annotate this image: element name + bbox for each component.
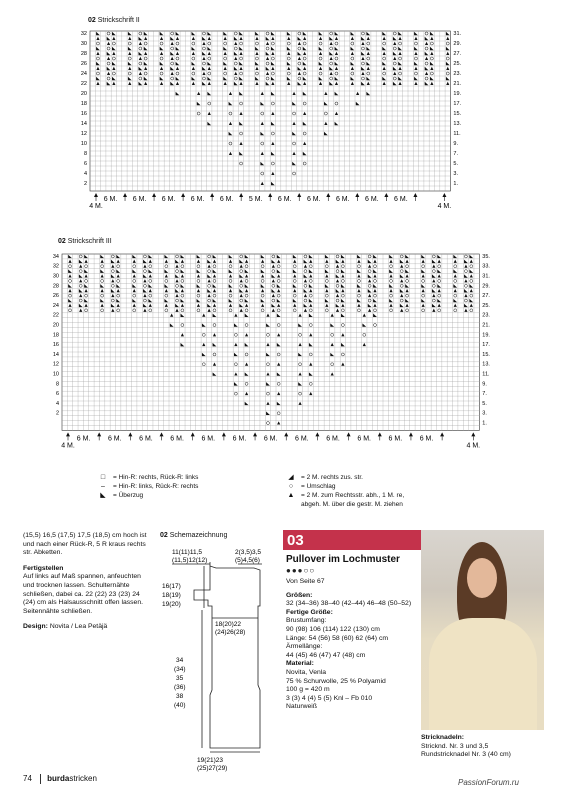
row-label-right: 19. (482, 332, 490, 339)
row-label-left: 26 (80, 61, 87, 67)
photo-sweater (429, 618, 537, 730)
legend-text: = Überzug (113, 492, 144, 499)
material-line: Novita, Venla (286, 668, 327, 676)
legend-text: = Umschlag (301, 483, 336, 490)
repeat-label: 6 M. (139, 435, 153, 443)
schema-hem-label2: (25)27(29) (197, 765, 228, 772)
row-label-right: 25. (482, 302, 490, 309)
row-label-left: 22 (52, 312, 59, 319)
row-label-left: 24 (80, 71, 87, 77)
schema-length-label: 38 (176, 693, 184, 700)
row-label-left: 4 (83, 171, 87, 177)
intro-text: (15,5) 16,5 (17,5) 17,5 (18,5) cm hoch ist und nach einer Rück-R, 5 R kraus rechts str. Abketten. (23, 532, 147, 557)
row-label-right: 29. (482, 283, 490, 290)
row-label-right: 7. (453, 151, 458, 157)
needles-line: Rundstricknadel Nr. 3 (40 cm) (421, 751, 511, 759)
material-line: Naturweiß (286, 703, 317, 711)
design-label: Design: (23, 623, 48, 631)
chart1-svg (72, 27, 484, 217)
schema-drawing (150, 540, 275, 775)
finished-size-heading: Fertige Größe: (286, 608, 333, 616)
row-label-left: 20 (52, 322, 59, 329)
watermark: PassionForum.ru (458, 778, 519, 787)
sizes-heading: Größen: (286, 591, 313, 599)
schema-armhole-label2: 18(19) (162, 592, 181, 599)
row-label-right: 33. (482, 263, 490, 270)
row-label-left: 22 (80, 81, 87, 87)
row-label-right: 27. (453, 51, 462, 57)
schema-length-label: (40) (174, 702, 186, 709)
chart2-svg (46, 249, 506, 457)
row-label-left: 14 (52, 351, 59, 358)
schema-title: 02 Schemazeichnung (160, 532, 228, 539)
bust-value: 90 (98) 106 (114) 122 (130) cm (286, 625, 380, 633)
instructions-column (23, 532, 151, 632)
chart-grid (62, 254, 479, 430)
repeat-label: 6 M. (295, 435, 309, 443)
row-label-left: 18 (80, 101, 87, 107)
repeat-label: 6 M. (132, 196, 147, 203)
row-label-left: 16 (52, 342, 59, 349)
purl-symbol-icon: – (101, 483, 105, 490)
brand-suffix: stricken (69, 774, 97, 784)
repeat-label: 4 M. (89, 203, 103, 210)
repeat-label: 6 M. (326, 435, 340, 443)
legend-text: = 2 M. zum Rechtsstr. abh., 1 M. re, (301, 492, 405, 499)
repeat-label: 6 M. (277, 196, 292, 203)
repeat-label: 6 M. (161, 196, 176, 203)
row-label-right: 31. (482, 273, 490, 280)
knit-symbol-icon: □ (100, 474, 106, 481)
needles-heading: Stricknadeln: (421, 734, 465, 741)
row-label-left: 2 (55, 410, 59, 417)
row-label-left: 12 (80, 131, 87, 137)
material-line: 3 (3) 4 (4) 5 (5) Knl – Fb 010 (286, 694, 373, 702)
row-label-right: 15. (453, 111, 462, 117)
row-label-right: 3. (453, 171, 458, 177)
legend-item (285, 492, 485, 500)
pattern-number: 03 (287, 532, 304, 549)
row-label-right: 7. (482, 391, 487, 398)
repeat-label: 5 M. (248, 196, 263, 203)
schema-length-label: 34 (176, 657, 184, 664)
repeat-label: 6 M. (365, 196, 379, 203)
row-label-right: 13. (453, 121, 462, 127)
row-label-left: 2 (83, 181, 87, 187)
row-label-right: 35. (482, 253, 490, 260)
pattern-number-badge (283, 530, 433, 550)
row-label-right: 21. (482, 322, 490, 329)
row-label-left: 24 (52, 302, 59, 309)
legend-text: = 2 M. rechts zus. str. (301, 474, 363, 481)
sleeve-value: 44 (45) 46 (47) 47 (48) cm (286, 651, 366, 659)
row-label-left: 32 (80, 31, 87, 37)
schema-armhole-label3: 19(20) (162, 601, 181, 608)
repeat-label: 6 M. (107, 435, 122, 443)
pattern-title: Pullover im Lochmuster (286, 554, 400, 565)
k2tog-symbol-icon: ◢ (288, 474, 294, 481)
row-label-right: 5. (453, 161, 458, 167)
material-line: 100 g = 420 m (286, 686, 330, 694)
repeat-label: 6 M. (170, 435, 184, 443)
row-label-left: 26 (52, 293, 59, 300)
sizes-value: 32 (34–36) 38–40 (42–44) 46–48 (50–52) (286, 600, 412, 608)
repeat-label: 6 M. (201, 435, 216, 443)
row-label-right: 3. (482, 410, 487, 417)
difficulty-rating: ●●●○○ (286, 566, 316, 575)
bust-label: Brustumfang: (286, 617, 327, 625)
legend-text: = Hin-R: links, Rück-R: rechts (113, 483, 199, 490)
schema-armhole-label: 16(17) (162, 583, 181, 590)
row-label-left: 28 (52, 283, 59, 290)
repeat-label: 6 M. (76, 435, 91, 443)
row-label-right: 13. (482, 361, 490, 368)
legend-item (285, 483, 485, 491)
legend-item (97, 474, 277, 482)
needles-line: Stricknd. Nr. 3 und 3,5 (421, 742, 489, 750)
design-value: Novita / Lea Petäjä (49, 623, 108, 631)
row-label-right: 9. (453, 141, 458, 147)
schema-length-label: 35 (176, 675, 184, 682)
source-page: Von Seite 67 (286, 578, 325, 585)
repeat-label: 6 M. (335, 196, 350, 203)
row-label-right: 11. (482, 371, 490, 378)
page-footer (23, 774, 97, 784)
repeat-label: 6 M. (394, 196, 408, 203)
row-label-right: 17. (482, 342, 490, 349)
chart2-title: 02 Strickschrift III (58, 238, 112, 245)
schema-length-label: (34) (174, 666, 186, 673)
row-label-right: 23. (482, 312, 490, 319)
material-heading: Material: (286, 660, 314, 668)
page-number: 74 (23, 774, 32, 784)
finish-text: Auf links auf Maß spannen, anfeuchten und trocknen lassen. Schulternähte schließen, dabei ca. 22 (22) 23 (23) 24 (24) cm als Halsausschnitt offen lassen. Seitennähte schließen. (23, 573, 144, 615)
row-label-left: 8 (83, 151, 87, 157)
row-label-right: 29. (453, 41, 462, 47)
repeat-label: 6 M. (388, 435, 403, 443)
row-label-right: 17. (453, 101, 462, 107)
row-label-right: 23. (453, 71, 462, 77)
row-label-left: 20 (80, 91, 87, 97)
model-photo (421, 530, 544, 730)
brand-name: burda (47, 774, 70, 784)
schema-length-label: (36) (174, 684, 186, 691)
row-label-left: 10 (80, 141, 87, 147)
row-label-left: 30 (52, 273, 59, 280)
schema-width-label2: (24)26(28) (215, 629, 246, 636)
row-label-left: 16 (80, 111, 87, 117)
repeat-label: 4 M. (466, 442, 481, 450)
pattern-details (286, 578, 431, 712)
repeat-label: 6 M. (103, 196, 118, 203)
row-label-right: 9. (482, 381, 487, 388)
row-label-left: 30 (80, 41, 87, 47)
row-label-left: 28 (80, 51, 87, 57)
row-label-left: 34 (52, 253, 59, 260)
legend-item (97, 483, 277, 491)
length-value: Länge: 54 (56) 58 (60) 62 (64) cm (286, 634, 389, 642)
row-label-left: 6 (83, 161, 87, 167)
repeat-label: 6 M. (419, 435, 434, 443)
legend-left (97, 474, 277, 501)
row-label-right: 5. (482, 400, 487, 407)
row-label-left: 8 (55, 381, 59, 388)
row-label-right: 19. (453, 91, 462, 97)
schema-neck-label2: (5)4,5(6) (235, 557, 260, 564)
sleeve-label: Ärmellänge: (286, 643, 323, 651)
row-label-right: 27. (482, 293, 490, 300)
repeat-label: 6 M. (190, 196, 205, 203)
row-label-right: 21. (453, 81, 462, 87)
repeat-label: 4 M. (61, 442, 75, 450)
schema-shoulder-label2: (11,5)12(12) (172, 557, 208, 564)
row-label-left: 12 (52, 361, 59, 368)
row-label-right: 25. (453, 61, 462, 67)
schema-hem-label: 19(21)23 (197, 757, 224, 764)
legend-right (285, 474, 485, 510)
schema-width-label: 18(20)22 (215, 621, 242, 628)
schema-neck-label: 2(3,5)3,5 (235, 549, 262, 556)
legend-text: abgeh. M. über die gestr. M. ziehen (301, 501, 403, 508)
finish-heading: Fertigstellen (23, 564, 64, 572)
row-label-right: 1. (482, 420, 487, 427)
legend-item (285, 501, 485, 509)
row-label-right: 1. (453, 181, 458, 187)
legend-text: = Hin-R: rechts, Rück-R: links (113, 474, 199, 481)
material-line: 75 % Schurwolle, 25 % Polyamid (286, 677, 386, 685)
legend-item (97, 492, 277, 500)
row-label-left: 14 (80, 121, 87, 127)
row-label-left: 32 (52, 263, 59, 270)
repeat-label: 6 M. (219, 196, 234, 203)
row-label-left: 10 (52, 371, 59, 378)
slip-symbol-icon: ◣ (100, 492, 106, 499)
repeat-label: 6 M. (263, 435, 278, 443)
legend-item (285, 474, 485, 482)
repeat-label: 4 M. (437, 203, 452, 210)
row-label-left: 6 (55, 391, 59, 398)
row-label-right: 11. (453, 131, 461, 137)
repeat-label: 6 M. (232, 435, 247, 443)
row-label-right: 15. (482, 351, 490, 358)
double-decrease-icon: ▲ (287, 492, 295, 499)
repeat-label: 6 M. (357, 435, 371, 443)
repeat-label: 6 M. (306, 196, 321, 203)
row-label-left: 4 (55, 400, 59, 407)
yarn-over-icon: ○ (288, 483, 294, 490)
schema-shoulder-label: 11(11)11,5 (172, 549, 202, 556)
photo-face (467, 558, 497, 598)
row-label-left: 18 (52, 332, 59, 339)
needles-info (421, 734, 556, 760)
row-label-right: 31. (453, 31, 462, 37)
chart1-title: 02 Strickschrift II (88, 17, 140, 24)
